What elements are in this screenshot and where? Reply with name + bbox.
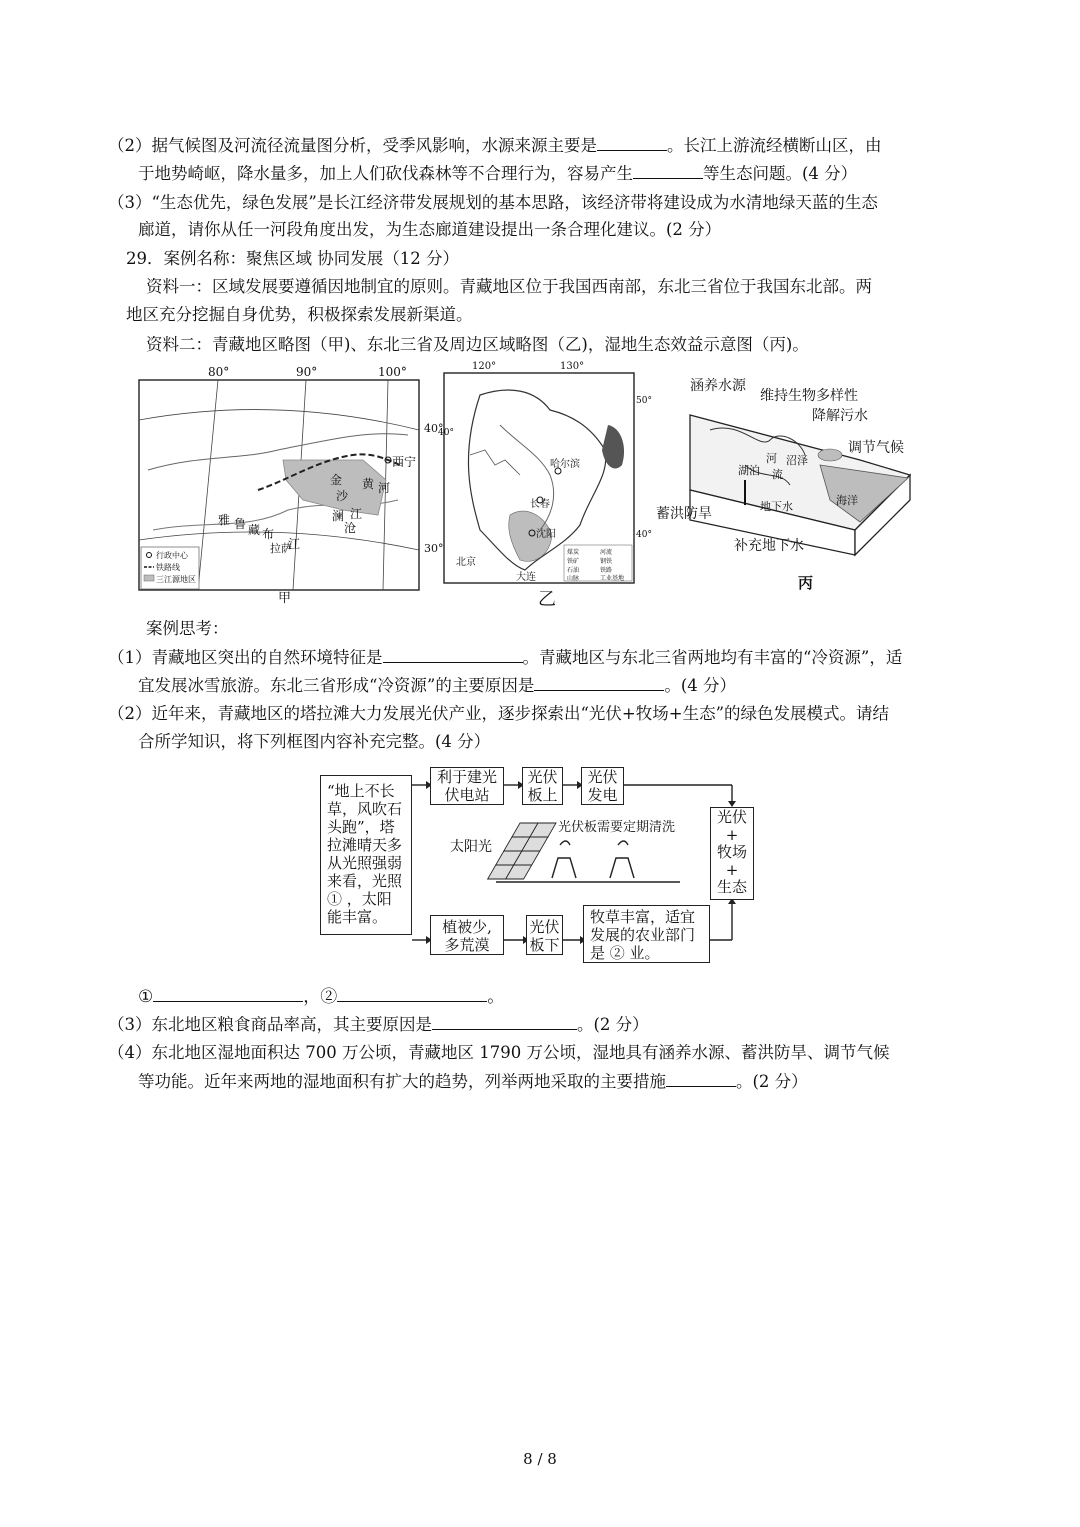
q2-line-1: （2）据气候图及河流径流量图分析，受季风影响，水源来源主要是 。长江上游流经横断山区，由 xyxy=(108,136,882,155)
fig-bing-label: 涵养水源 xyxy=(690,378,746,394)
s4-line-2: 等功能。近年来两地的湿地面积有扩大的趋势，列举两地采取的主要措施 。(2 分） xyxy=(138,1072,808,1091)
map-jia-legend: 三江源地区 xyxy=(156,575,196,584)
answer-blank[interactable] xyxy=(383,646,523,663)
material-2: 资料二：青藏地区略图（甲)、东北三省及周边区域略图（乙)，湿地生态效益示意图（丙)。 xyxy=(146,335,809,354)
fig-bing-label: 补充地下水 xyxy=(734,538,804,554)
map-yi-place: 哈尔滨 xyxy=(550,459,580,470)
map-jia-legend: 铁路线 xyxy=(156,563,180,572)
answer-blank[interactable] xyxy=(534,674,664,691)
flow-bottom-box-1: 植被少, 多荒漠 xyxy=(430,915,504,955)
map-yi-legend: 铁矿 xyxy=(567,558,580,565)
map-yi-place: 长春 xyxy=(530,499,550,510)
flow-chart xyxy=(320,765,760,965)
s1-line-1: （1）青藏地区突出的自然环境特征是 。青藏地区与东北三省两地均有丰富的“冷资源”，适 xyxy=(108,648,903,667)
map-jia-place: 布 xyxy=(262,527,275,541)
s4-line-1: （4）东北地区湿地面积达 700 万公顷，青藏地区 1790 万公顷，湿地具有涵养水源、蓄洪防旱、调节气候 xyxy=(108,1043,890,1062)
map-jia-caption: 甲 xyxy=(278,591,292,606)
material-1-line-2: 地区充分挖掘自身优势，积极探索发展新渠道。 xyxy=(126,305,473,324)
s1-line-2: 宜发展冰雪旅游。东北三省形成“冷资源”的主要原因是 。(4 分） xyxy=(138,676,737,695)
q3-line-1: （3）“生态优先，绿色发展”是长江经济带发展规划的基本思路，该经济带将建设成为水清地绿天蓝的生态 xyxy=(108,193,878,212)
s2-answers: ① ，② 。 xyxy=(138,987,505,1007)
map-yi-place: 沈阳 xyxy=(536,529,556,540)
map-jia-place: 江 xyxy=(350,507,363,521)
map-jia-place: 金 xyxy=(330,473,343,487)
map-yi-lon-label: 130° xyxy=(560,361,585,372)
map-jia-lon-label: 90° xyxy=(296,365,318,379)
map-yi-lon-label: 120° xyxy=(472,361,497,372)
map-jia-place: 西宁 xyxy=(392,455,417,469)
map-yi xyxy=(440,355,650,610)
s2-line-2: 合所学知识，将下列框图内容补充完整。(4 分） xyxy=(138,732,491,751)
map-yi-legend: 煤炭 xyxy=(567,549,580,556)
map-jia-lon-label: 100° xyxy=(378,365,407,379)
fig-bing xyxy=(650,370,920,595)
fig-bing-label: 降解污水 xyxy=(812,408,868,424)
fig-bing-label: 海洋 xyxy=(836,494,858,507)
map-yi-legend: 山脉 xyxy=(567,575,580,582)
case-thinking-label: 案例思考： xyxy=(146,619,229,638)
q29-title: 29．案例名称：聚焦区域 协同发展（12 分） xyxy=(126,249,459,268)
fig-bing-label: 维持生物多样性 xyxy=(760,388,858,404)
flow-top-box-2: 光伏 板上 xyxy=(522,767,563,805)
flow-top-box-3: 光伏 发电 xyxy=(581,767,624,805)
fig-bing-label: 沼泽 xyxy=(786,454,808,467)
fig-bing-caption: 丙 xyxy=(798,574,814,592)
s3-line: （3）东北地区粮食商品率高，其主要原因是 。(2 分） xyxy=(108,1015,649,1034)
map-jia-place: 沙 xyxy=(336,489,349,503)
map-yi-legend: 工业基地 xyxy=(600,575,625,582)
map-jia-place: 江 xyxy=(288,537,301,551)
flow-top-box-1: 利于建光 伏电站 xyxy=(430,767,504,805)
map-yi-place: 北京 xyxy=(456,557,476,568)
answer-blank[interactable] xyxy=(633,162,703,179)
map-jia-place: 河 xyxy=(378,481,391,495)
map-jia-place: 黄 xyxy=(362,477,375,491)
map-yi-lat-label: 50° xyxy=(636,396,652,406)
map-yi-legend: 河流 xyxy=(600,549,613,556)
q3-line-2: 廊道，请你从任一河段角度出发，为生态廊道建设提出一条合理化建议。(2 分） xyxy=(138,220,722,239)
answer-blank[interactable] xyxy=(597,134,667,151)
map-jia-place: 沧 xyxy=(344,521,357,535)
answer-blank-2[interactable] xyxy=(337,985,487,1002)
map-yi-lat-label: 40° xyxy=(636,530,652,540)
map-jia-place: 藏 xyxy=(248,523,261,537)
flow-clean-label: 光伏板需要定期清洗 xyxy=(558,820,676,835)
answer-blank[interactable] xyxy=(666,1070,736,1087)
s2-line-1: （2）近年来，青藏地区的塔拉滩大力发展光伏产业，逐步探索出“光伏+牧场+生态”的绿色发展模式。请结 xyxy=(108,704,890,723)
map-jia-lat-label: 40° xyxy=(424,422,444,435)
map-jia-place: 澜 xyxy=(332,509,345,523)
map-yi-legend: 石油 xyxy=(567,567,580,574)
flow-bottom-box-3: 牧草丰富，适宜 发展的农业部门 是 ② 业。 xyxy=(583,905,710,963)
flow-right-box: 光伏 + 牧场 + 生态 xyxy=(710,807,754,900)
map-jia-lon-label: 80° xyxy=(208,365,230,379)
fig-bing-label: 湖泊 xyxy=(738,464,760,477)
map-yi-caption: 乙 xyxy=(538,589,556,610)
map-jia-place: 雅 xyxy=(218,513,231,527)
answer-blank[interactable] xyxy=(432,1013,577,1030)
fig-bing-label: 蓄洪防旱 xyxy=(656,506,712,522)
material-1-line-1: 资料一：区域发展要遵循因地制宜的原则。青藏地区位于我国西南部，东北三省位于我国东北部。两 xyxy=(146,277,872,296)
flow-bottom-box-2: 光伏 板下 xyxy=(526,915,563,955)
map-yi-place: 大连 xyxy=(516,572,536,583)
fig-bing-label: 地下水 xyxy=(760,500,793,513)
flow-sun-label: 太阳光 xyxy=(450,839,492,855)
map-jia-legend: 行政中心 xyxy=(156,551,188,560)
map-yi-lat-label: 40° xyxy=(438,428,454,438)
map-yi-legend: 铁路 xyxy=(600,567,613,574)
map-yi-legend: 钢铁 xyxy=(600,558,613,565)
q2-line-2: 于地势崎岖，降水量多，加上人们砍伐森林等不合理行为，容易产生 等生态问题。(4 分） xyxy=(138,164,858,183)
map-jia-place: 鲁 xyxy=(234,517,247,531)
fig-bing-label: 流 xyxy=(772,468,783,481)
fig-bing-label: 调节气候 xyxy=(848,440,904,456)
page-number: 8 / 8 xyxy=(523,1450,557,1468)
map-jia-lat-label: 30° xyxy=(424,542,444,555)
flow-left-box: “地上不长 草，风吹石 头跑”，塔 拉滩晴天多 从光照强弱 来看，光照 ① ，太阳 能丰富。 xyxy=(320,775,412,935)
answer-blank-1[interactable] xyxy=(153,985,303,1002)
fig-bing-label: 河 xyxy=(766,452,777,465)
map-jia xyxy=(138,360,444,606)
map-jia-place: 拉萨 xyxy=(270,542,292,555)
